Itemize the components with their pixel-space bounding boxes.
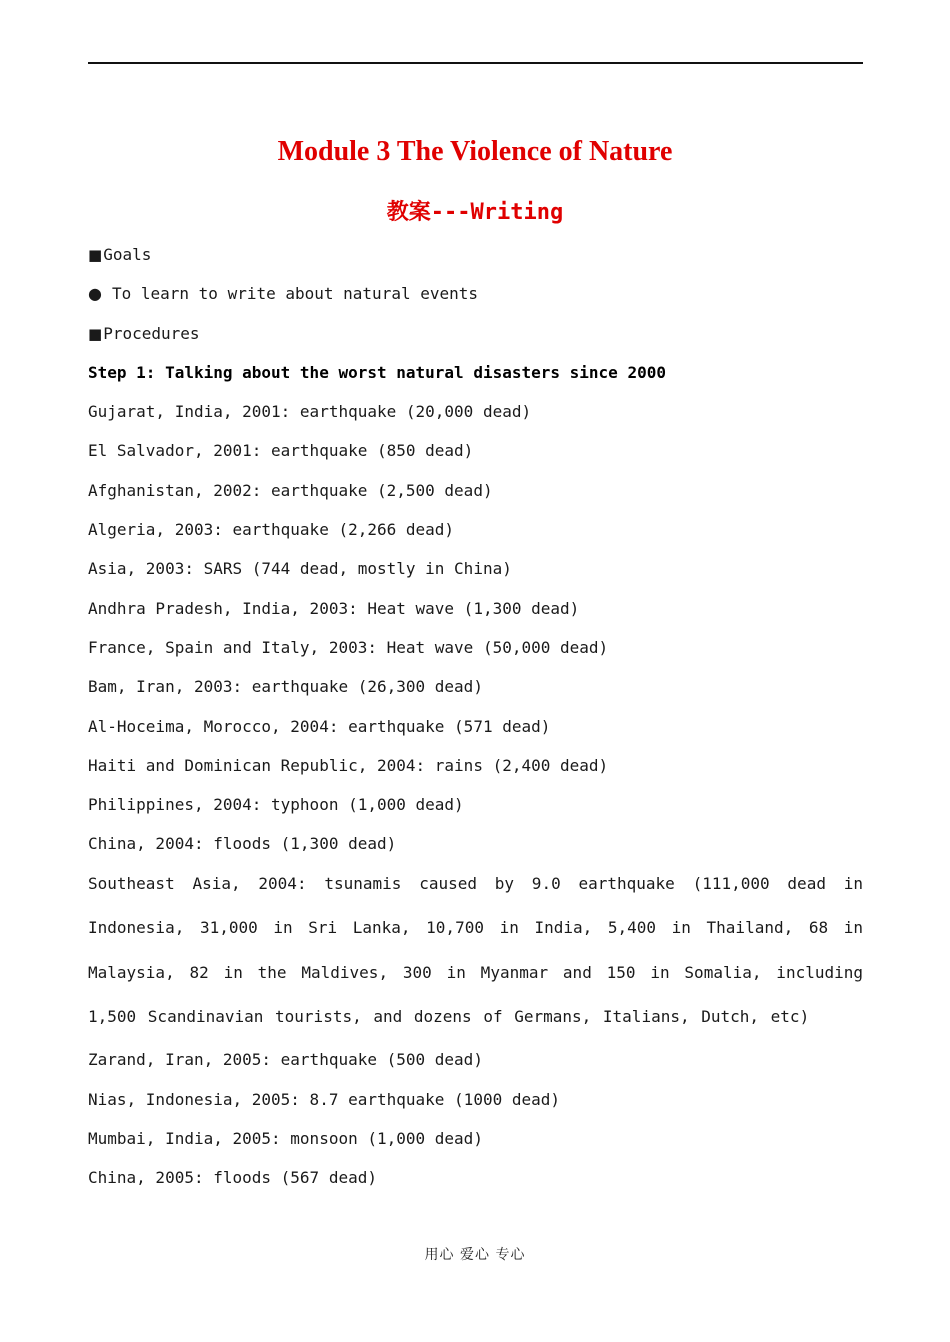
page-footer: 用心 爱心 专心	[424, 1247, 526, 1263]
disaster-item: Algeria, 2003: earthquake (2,266 dead)	[88, 520, 455, 540]
disaster-item: Al-Hoceima, Morocco, 2004: earthquake (571 dead)	[88, 716, 551, 736]
disaster-item: Gujarat, India, 2001: earthquake (20,000 dead)	[88, 402, 532, 422]
disaster-list-after	[88, 1047, 863, 1204]
disaster-item: Afghanistan, 2002: earthquake (2,500 dead)	[88, 480, 493, 500]
disaster-item: China, 2005: floods (567 dead)	[88, 1168, 377, 1188]
black-circle-icon: ●	[88, 284, 102, 304]
disaster-item: Nias, Indonesia, 2005: 8.7 earthquake (1000 dead)	[88, 1089, 561, 1109]
disaster-item: Bam, Iran, 2003: earthquake (26,300 dead)	[88, 677, 483, 697]
procedures-heading: Procedures	[103, 323, 200, 343]
document-body	[88, 242, 863, 1205]
goal-item	[88, 281, 863, 320]
disaster-item: Philippines, 2004: typhoon (1,000 dead)	[88, 795, 464, 815]
step1-heading: Step 1: Talking about the worst natural disasters since 2000	[88, 362, 666, 382]
disaster-item: Asia, 2003: SARS (744 dead, mostly in China)	[88, 559, 512, 579]
disaster-item: France, Spain and Italy, 2003: Heat wave (50,000 dead)	[88, 637, 609, 657]
disaster-item: Andhra Pradesh, India, 2003: Heat wave (1,300 dead)	[88, 598, 580, 618]
black-square-icon: ■	[88, 324, 103, 343]
disaster-item: China, 2004: floods (1,300 dead)	[88, 834, 397, 854]
goals-heading-row	[88, 242, 863, 281]
document-title: Module 3 The Violence of Nature	[277, 136, 673, 167]
document-subtitle: 教案---Writing	[386, 200, 564, 225]
disaster-item: El Salvador, 2001: earthquake (850 dead)	[88, 441, 474, 461]
black-square-icon: ■	[88, 246, 103, 264]
goals-heading: Goals	[103, 245, 152, 264]
disaster-item: Mumbai, India, 2005: monsoon (1,000 dead)	[88, 1128, 483, 1148]
disaster-item: Zarand, Iran, 2005: earthquake (500 dead)	[88, 1050, 483, 1070]
header-rule	[88, 62, 863, 64]
disaster-list-before	[88, 399, 863, 871]
disaster-item: Haiti and Dominican Republic, 2004: rains (2,400 dead)	[88, 755, 609, 775]
tsunami-paragraph: Southeast Asia, 2004: tsunamis caused by 9.0 earthquake (111,000 dead in Indonesia, 31,000 in Sri Lanka, 10,700 in India, 5,400 in Thailand, 68 in Malaysia, 82 in the Maldives, 300 in Myanmar and 150 in Somalia, including 1,500 Scandinavian tourists, and dozens of Germans, Italians, Dutch, etc)	[88, 873, 863, 1026]
goal-text: To learn to write about natural events	[111, 284, 479, 304]
procedures-heading-row	[88, 321, 863, 360]
